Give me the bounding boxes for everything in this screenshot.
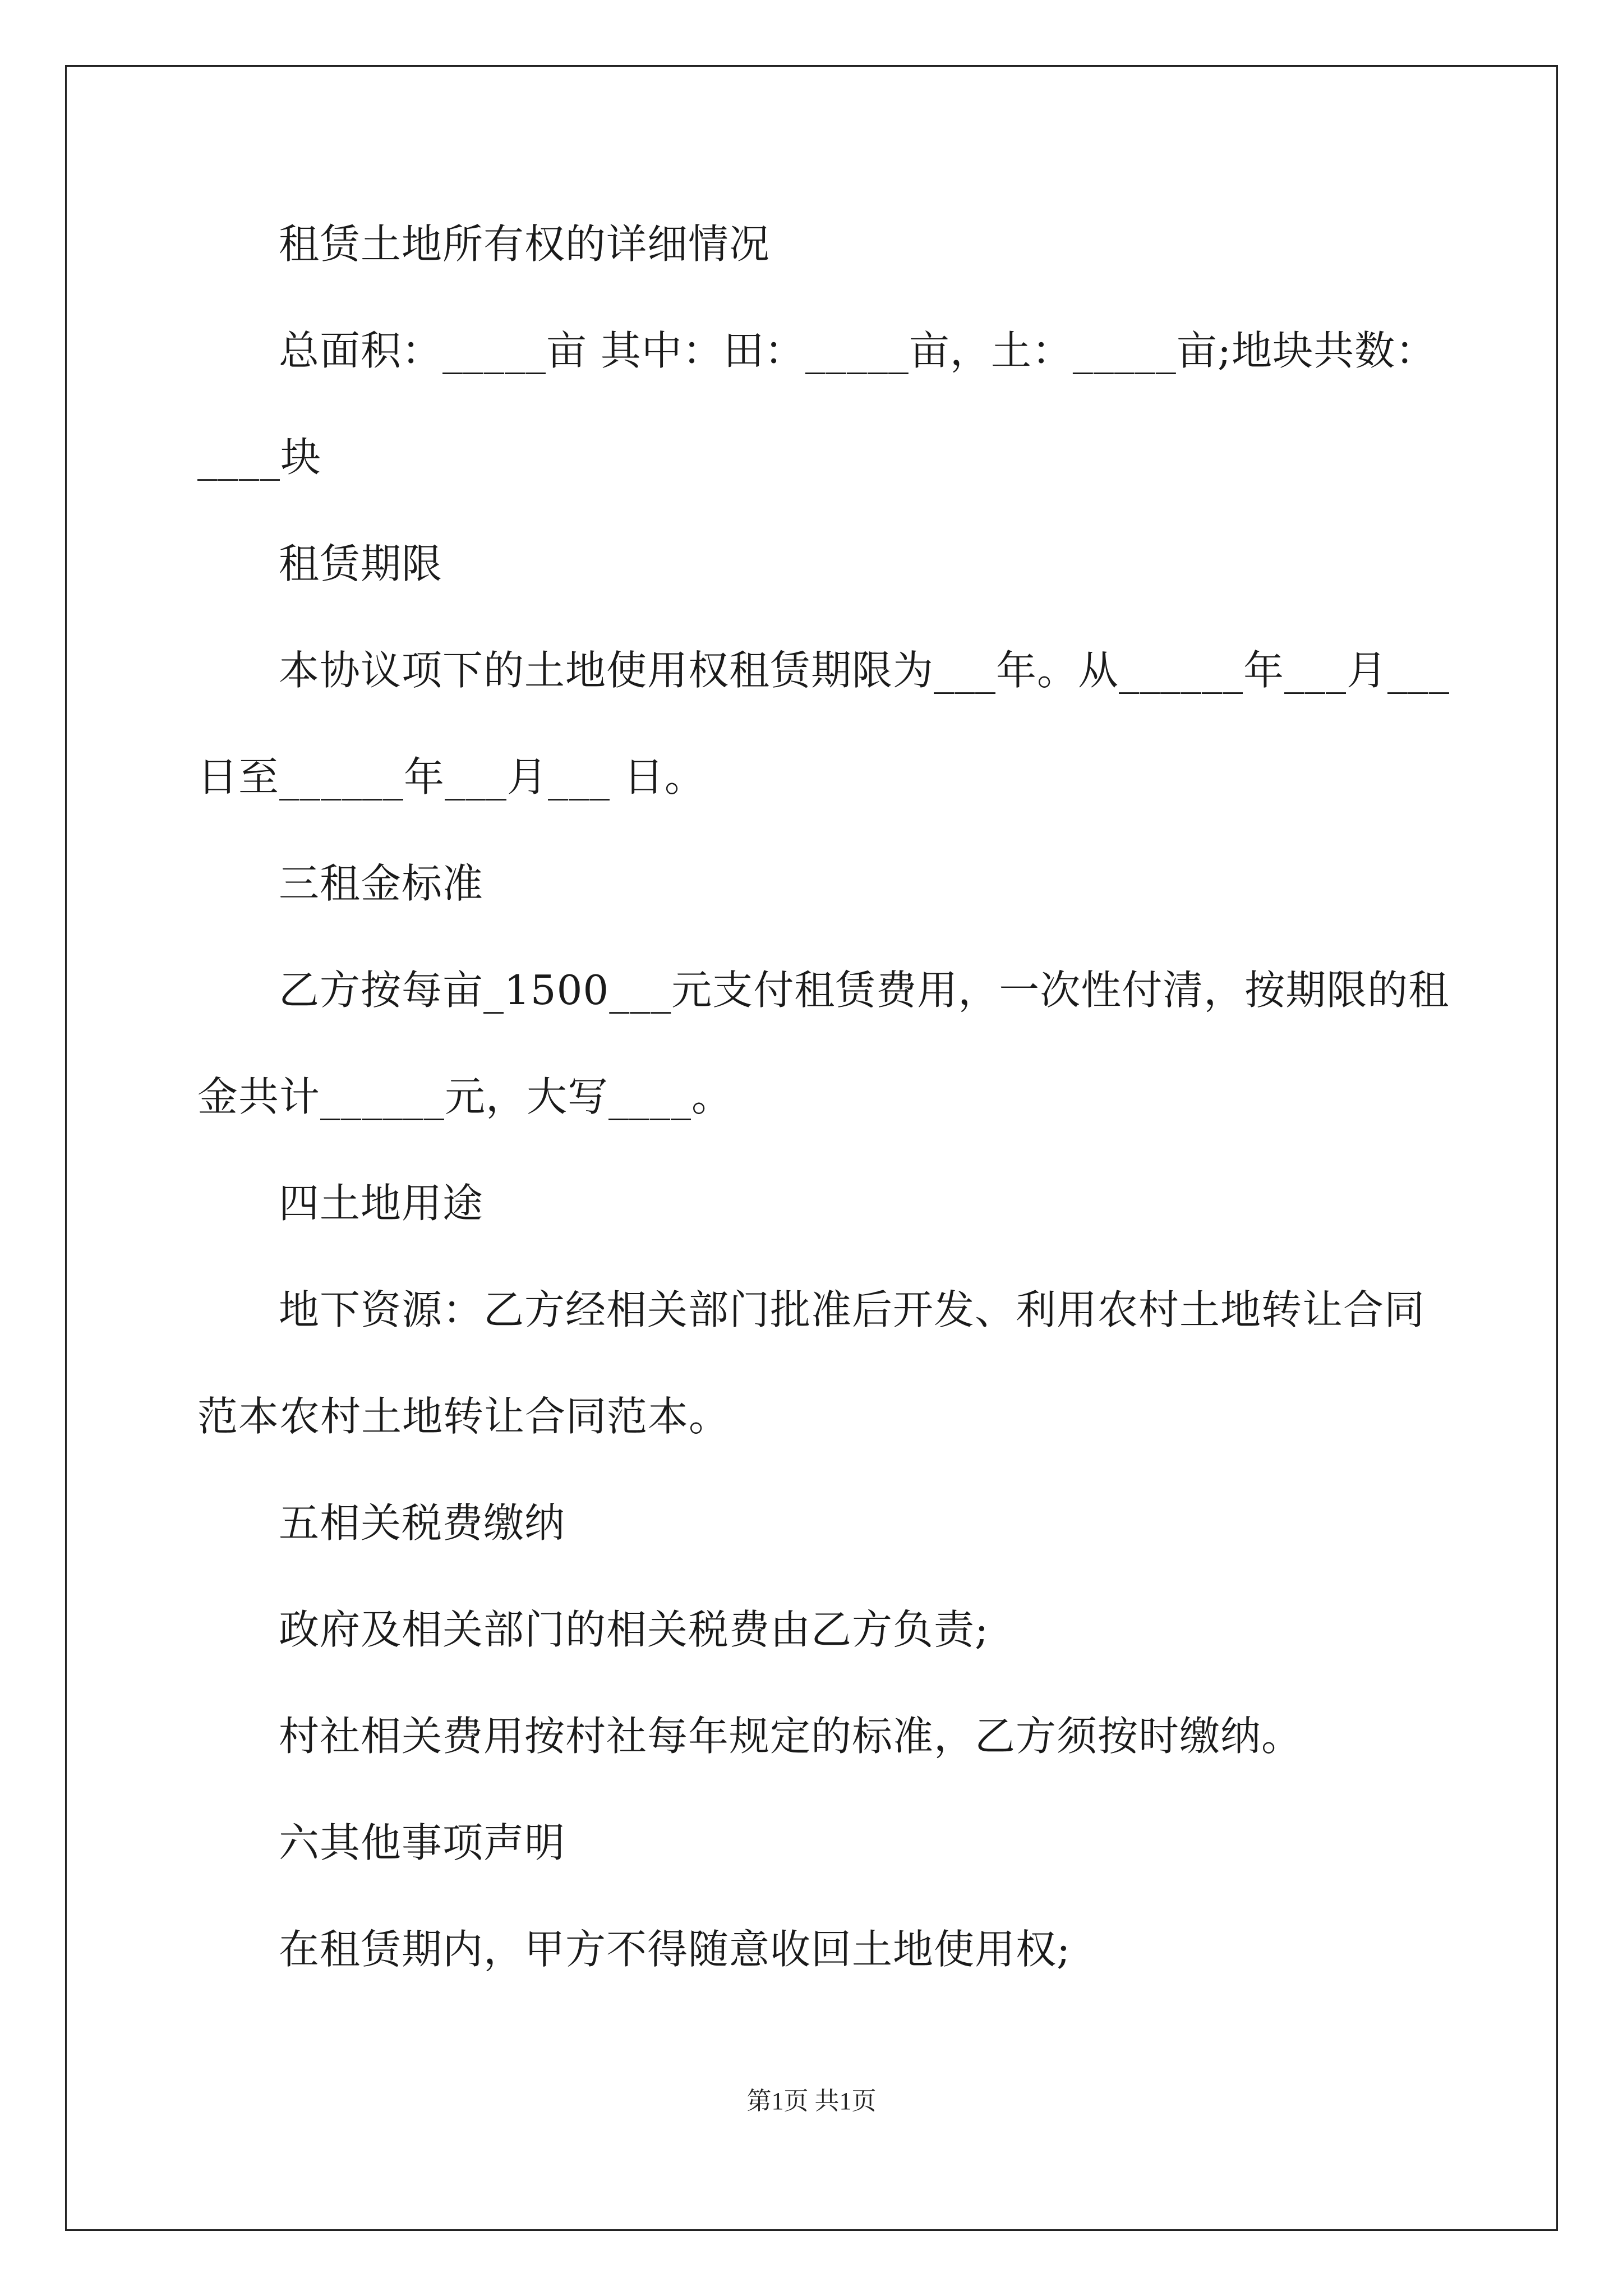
paragraph-land-use-line1: 地下资源：乙方经相关部门批准后开发、利用农村土地转让合同 [279,1286,1426,1333]
paragraph-taxes-government: 政府及相关部门的相关税费由乙方负责; [279,1606,989,1653]
paragraph-rent-line2: 金共计______元，大写____。 [197,1073,733,1120]
paragraph-land-use-line2: 范本农村土地转让合同范本。 [197,1393,730,1440]
paragraph-lease-term-line1: 本协议项下的土地使用权租赁期限为___年。从______年___月___ [279,647,1450,694]
paragraph-lease-term-line2: 日至______年___月___ 日。 [197,753,706,800]
section-heading-other-matters: 六其他事项声明 [279,1819,566,1866]
section-heading-taxes: 五相关税费缴纳 [279,1499,566,1547]
section-heading-land-ownership: 租赁土地所有权的详细情况 [279,220,771,268]
section-heading-land-use: 四土地用途 [279,1180,484,1227]
paragraph-taxes-village: 村社相关费用按村社每年规定的标准，乙方须按时缴纳。 [279,1713,1303,1760]
section-heading-rent-standard: 三租金标准 [279,860,484,907]
paragraph-rent-line1: 乙方按每亩_1500___元支付租赁费用，一次性付清，按期限的租 [279,967,1450,1014]
paragraph-total-area: 总面积：_____亩 其中：田：_____亩，土：_____亩;地块共数： [279,327,1437,374]
paragraph-other-matters: 在租赁期内，甲方不得随意收回土地使用权; [279,1926,1071,1973]
page-border [65,65,1558,2231]
paragraph-plot-count: ____块 [197,434,322,481]
section-heading-lease-term: 租赁期限 [279,540,443,587]
page-footer-number: 第1页 共1页 [746,2087,877,2115]
